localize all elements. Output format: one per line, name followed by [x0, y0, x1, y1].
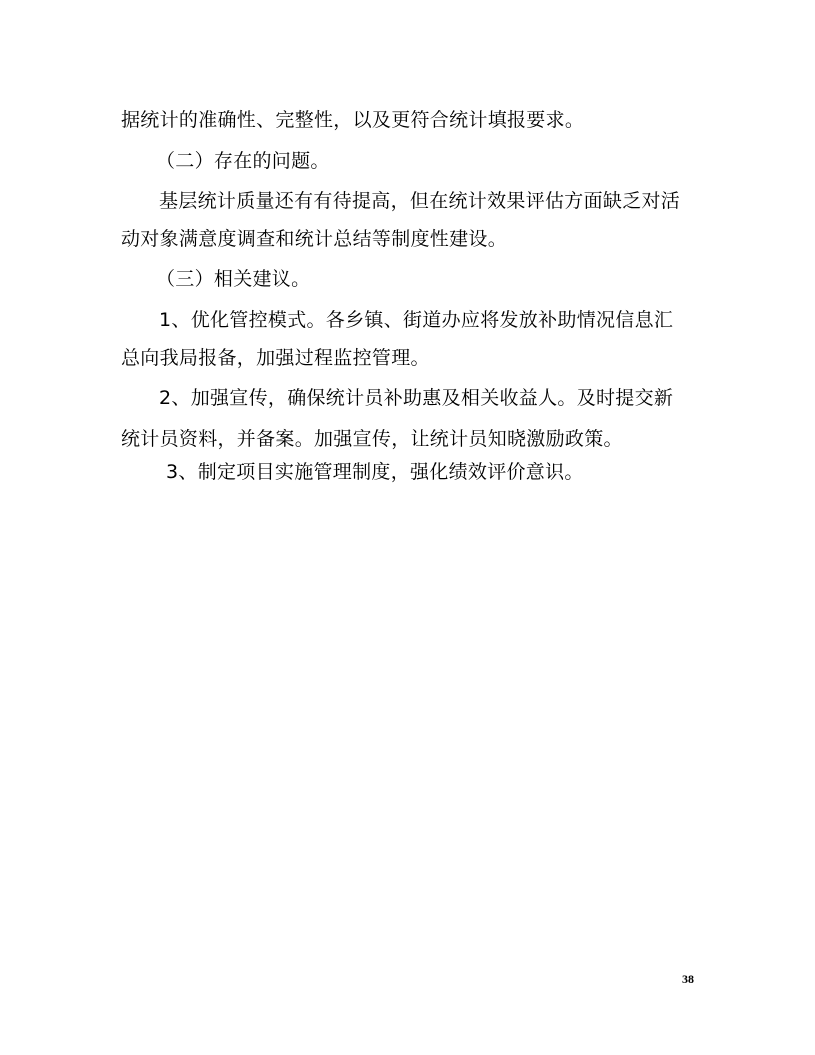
text-line-1: 据统计的准确性、完整性，以及更符合统计填报要求。	[121, 109, 585, 131]
text-line-6: 1、优化管控模式。各乡镇、街道办应将发放补助情况信息汇	[159, 309, 674, 331]
text-line-4: 动对象满意度调查和统计总结等制度性建设。	[121, 228, 508, 250]
section-heading-problems: （二）存在的问题。	[156, 150, 330, 172]
text-line-3: 基层统计质量还有有待提高，但在统计效果评估方面缺乏对活	[159, 190, 681, 212]
text-line-10: 3、制定项目实施管理制度，强化绩效评价意识。	[166, 461, 584, 483]
text-line-7: 总向我局报备，加强过程监控管理。	[121, 347, 430, 369]
text-line-9: 统计员资料，并备案。加强宣传，让统计员知晓激励政策。	[121, 428, 623, 450]
page-number: 38	[682, 972, 694, 986]
section-heading-suggestions: （三）相关建议。	[156, 268, 311, 290]
text-line-8: 2、加强宣传，确保统计员补助惠及相关收益人。及时提交新	[159, 387, 674, 409]
